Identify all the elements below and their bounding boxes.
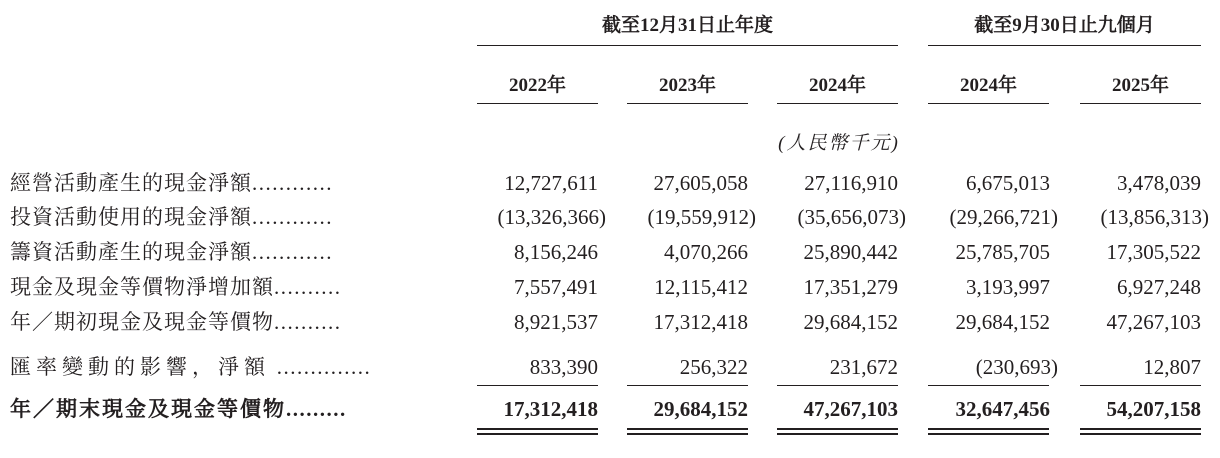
table-cell-2024-nine-months: 25,785,705 — [955, 240, 1050, 264]
column-header-2023: 2023年 — [658, 75, 716, 96]
table-cell-2022: 8,156,246 — [514, 240, 598, 264]
subtotal-rule-2024-nine-months — [928, 385, 1049, 386]
table-cell-2022: 8,921,537 — [514, 310, 598, 334]
column-rule-2024 — [777, 103, 898, 104]
leader-dots: ......... — [286, 397, 347, 421]
column-header-2024: 2024年 — [808, 75, 866, 96]
table-cell-2024: 29,684,152 — [803, 310, 898, 334]
table-cell-2023: 256,322 — [679, 355, 748, 379]
row-label-text: 年／期末現金及現金等價物 — [10, 397, 286, 421]
row-label-text: 現金及現金等價物淨增加額 — [10, 275, 274, 299]
leader-dots: ............ — [252, 171, 333, 195]
column-header-2022: 2022年 — [508, 75, 566, 96]
header-year-ended-dec-31: 截至12月31日止年度 — [601, 15, 773, 36]
table-row-fx-effect — [0, 352, 1220, 383]
table-cell-2024-nine-months: 6,675,013 — [966, 171, 1050, 195]
unit-note: (人民幣千元) — [778, 133, 900, 154]
row-label-text: 匯率變動的影響，淨額 — [10, 355, 270, 379]
row-label — [10, 307, 442, 338]
column-rule-2024-nine-months — [928, 103, 1049, 104]
table-row-closing-cash-total — [0, 394, 1220, 425]
table-cell-2022: 17,312,418 — [503, 397, 598, 421]
row-label — [10, 168, 442, 199]
table-row-investing-cash — [0, 202, 1220, 233]
table-cell-2023: 17,312,418 — [653, 310, 748, 334]
row-label-text: 籌資活動產生的現金淨額 — [10, 240, 252, 264]
table-cell-2024-nine-months: 29,684,152 — [955, 310, 1050, 334]
table-row-financing-cash — [0, 237, 1220, 268]
row-label — [10, 352, 442, 383]
table-row-opening-cash — [0, 307, 1220, 338]
table-cell-2025-nine-months: 17,305,522 — [1106, 240, 1201, 264]
column-header-2025-nine-months: 2025年 — [1111, 75, 1169, 96]
row-label-text: 經營活動產生的現金淨額 — [10, 171, 252, 195]
leader-dots: ............ — [252, 205, 333, 229]
row-label — [10, 202, 442, 233]
table-cell-2023: 29,684,152 — [653, 397, 748, 421]
table-cell-2025-nine-months: (13,856,313) — [1100, 205, 1209, 229]
row-label — [10, 237, 442, 268]
table-cell-2025-nine-months: 12,807 — [1143, 355, 1201, 379]
table-cell-2024: (35,656,073) — [797, 205, 906, 229]
row-label-text: 投資活動使用的現金淨額 — [10, 205, 252, 229]
total-double-rule-2024-nine-months — [928, 428, 1049, 435]
table-cell-2023: (19,559,912) — [647, 205, 756, 229]
table-cell-2024-nine-months: 3,193,997 — [966, 275, 1050, 299]
header-nine-months-rule — [928, 45, 1201, 46]
header-nine-months-ended-sep-30: 截至9月30日止九個月 — [974, 15, 1155, 36]
table-cell-2024-nine-months: (29,266,721) — [949, 205, 1058, 229]
total-double-rule-2023 — [627, 428, 748, 435]
leader-dots: .......... — [274, 310, 342, 334]
table-cell-2025-nine-months: 54,207,158 — [1106, 397, 1201, 421]
column-rule-2023 — [627, 103, 748, 104]
subtotal-rule-2024 — [777, 385, 898, 386]
table-cell-2024: 231,672 — [829, 355, 898, 379]
subtotal-rule-2022 — [477, 385, 598, 386]
table-row-operating-cash — [0, 168, 1220, 199]
table-cell-2024: 25,890,442 — [803, 240, 898, 264]
total-double-rule-2025-nine-months — [1080, 428, 1201, 435]
table-cell-2022: 12,727,611 — [504, 171, 598, 195]
table-cell-2023: 4,070,266 — [664, 240, 748, 264]
table-cell-2025-nine-months: 3,478,039 — [1117, 171, 1201, 195]
row-label-text: 年／期初現金及現金等價物 — [10, 310, 274, 334]
row-label — [10, 272, 442, 303]
table-cell-2023: 12,115,412 — [654, 275, 748, 299]
table-cell-2025-nine-months: 47,267,103 — [1106, 310, 1201, 334]
table-cell-2024: 17,351,279 — [803, 275, 898, 299]
subtotal-rule-2023 — [627, 385, 748, 386]
leader-dots: .......... — [274, 275, 342, 299]
leader-dots: .............. — [270, 355, 372, 379]
table-cell-2022: 7,557,491 — [514, 275, 598, 299]
column-rule-2025-nine-months — [1080, 103, 1201, 104]
leader-dots: ............ — [252, 240, 333, 264]
row-label — [10, 394, 442, 425]
table-cell-2024: 47,267,103 — [803, 397, 898, 421]
total-double-rule-2022 — [477, 428, 598, 435]
column-header-2024-nine-months: 2024年 — [959, 75, 1017, 96]
table-cell-2025-nine-months: 6,927,248 — [1117, 275, 1201, 299]
table-cell-2024-nine-months: (230,693) — [975, 355, 1058, 379]
table-cell-2024: 27,116,910 — [804, 171, 898, 195]
table-cell-2022: 833,390 — [529, 355, 598, 379]
table-cell-2022: (13,326,366) — [497, 205, 606, 229]
total-double-rule-2024 — [777, 428, 898, 435]
table-cell-2024-nine-months: 32,647,456 — [955, 397, 1050, 421]
table-cell-2023: 27,605,058 — [653, 171, 748, 195]
table-row-net-increase — [0, 272, 1220, 303]
column-rule-2022 — [477, 103, 598, 104]
header-year-ended-rule — [477, 45, 898, 46]
subtotal-rule-2025-nine-months — [1080, 385, 1201, 386]
